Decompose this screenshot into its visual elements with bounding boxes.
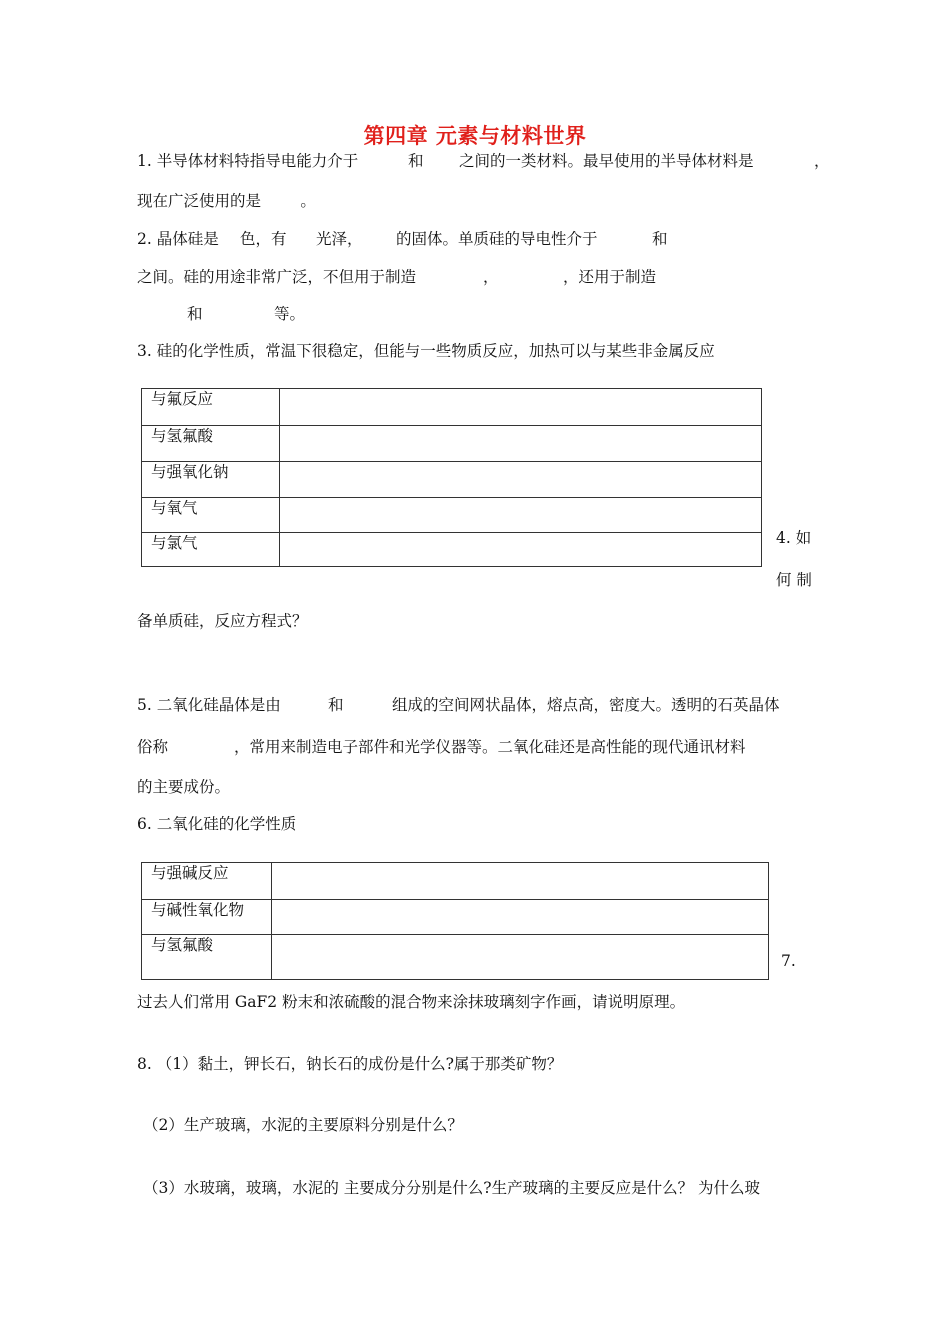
reaction-label: 与氧气 [142,498,280,533]
q5-line2-part1: 俗称 [137,738,169,756]
table-row [142,462,762,498]
q2-line2-part1: 之间。硅的用途非常广泛，不但用于制造 [137,268,417,286]
reaction-label: 与氟反应 [142,389,280,426]
q3-reaction-table [141,388,762,567]
answer-cell[interactable] [280,462,762,498]
q2-line1-part5: 和 [652,230,668,248]
q5-line1-part3: 组成的空间网状晶体，熔点高，密度大。透明的石英晶体 [392,696,780,714]
q5-line1-part1: 5. 二氧化硅晶体是由 [137,696,281,714]
answer-cell[interactable] [272,900,769,935]
q2-line3-part1: 和 [187,305,203,323]
q1-line1-part4: ， [814,152,830,170]
q8-part1: 8. （1）黏土，钾长石，钠长石的成份是什么?属于那类矿物？ [137,1055,563,1073]
q8-part3: （3）水玻璃，玻璃，水泥的 主要成分分别是什么?生产玻璃的主要反应是什么？ 为什么玻 [143,1179,761,1197]
q2-line2-part3: ，还用于制造 [563,268,657,286]
q7-text: 过去人们常用 GaF2 粉末和浓硫酸的混合物来涂抹玻璃刻字作画，请说明原理。 [137,993,686,1011]
q6-reaction-table [141,862,769,980]
q2-line2-part2: ， [483,268,499,286]
q2-line1-part2: 色，有 [240,230,287,248]
answer-cell[interactable] [272,935,769,980]
q6-text: 6. 二氧化硅的化学性质 [137,815,297,833]
q5-line2-part2: ，常用来制造电子部件和光学仪器等。二氧化硅还是高性能的现代通讯材料 [234,738,746,756]
q4-part3: 备单质硅，反应方程式？ [137,612,308,630]
chapter-title: 第四章 元素与材料世界 [363,123,587,148]
q2-line1-part4: 的固体。单质硅的导电性介于 [396,230,598,248]
q7-number: 7. [781,952,796,970]
reaction-label: 与氢氟酸 [142,426,280,462]
reaction-label: 与强氧化钠 [142,462,280,498]
table-row [142,900,769,935]
answer-cell[interactable] [280,498,762,533]
answer-cell[interactable] [280,389,762,426]
q1-line2: 现在广泛使用的是 。 [137,192,316,210]
table-row [142,863,769,900]
q3-text: 3. 硅的化学性质，常温下很稳定，但能与一些物质反应，加热可以与某些非金属反应 [137,342,715,360]
reaction-label: 与碱性氧化物 [142,900,272,935]
table-row [142,935,769,980]
q4-part1: 4. 如 [776,529,812,547]
q5-line3: 的主要成份。 [137,778,231,796]
q5-line1-part2: 和 [328,696,344,714]
reaction-label: 与氢氟酸 [142,935,272,980]
q8-part2: （2）生产玻璃，水泥的主要原料分别是什么？ [143,1116,463,1134]
table-row [142,498,762,533]
reaction-label: 与氯气 [142,533,280,567]
q1-line1-part3: 之间的一类材料。最早使用的半导体材料是 [459,152,754,170]
q2-line1-part3: 光泽， [316,230,363,248]
q1-line1-part2: 和 [408,152,424,170]
table-row [142,426,762,462]
q1-line1-part1: 1. 半导体材料特指导电能力介于 [137,152,359,170]
q2-line1-part1: 2. 晶体硅是 [137,230,219,248]
answer-cell[interactable] [280,426,762,462]
answer-cell[interactable] [272,863,769,900]
table-row [142,389,762,426]
reaction-label: 与强碱反应 [142,863,272,900]
table-row [142,533,762,567]
answer-cell[interactable] [280,533,762,567]
q4-part2: 何 制 [776,571,812,589]
q2-line3-part2: 等。 [274,305,306,323]
